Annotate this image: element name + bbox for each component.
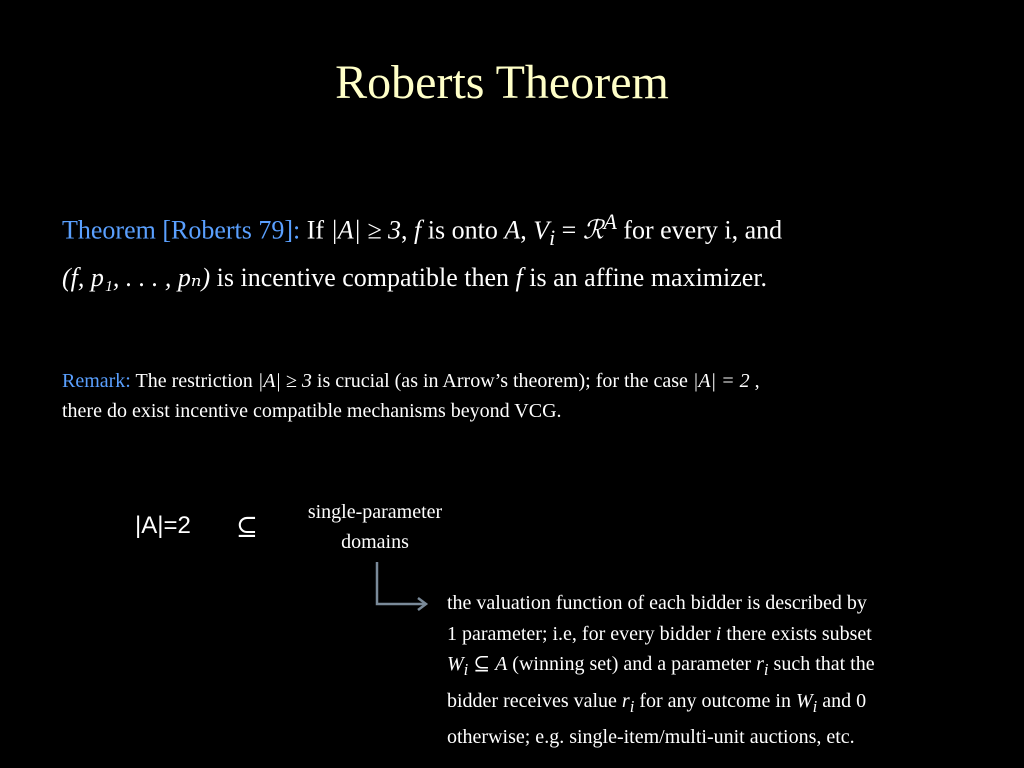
math-V: V (533, 215, 550, 245)
desc-l3sub: ⊆ (468, 653, 496, 675)
math-Vi (533, 215, 556, 250)
subset-symbol: ⊆ (236, 512, 258, 542)
desc-l3Wsub: i (463, 660, 469, 679)
desc-l3r: r (756, 653, 764, 675)
desc-line1: the valuation function of each bidder is described by (447, 592, 867, 614)
theorem-sep1: , (401, 215, 415, 245)
theorem-text-ic: is incentive compatible then (210, 262, 516, 292)
theorem-sep2: , (520, 215, 534, 245)
math-R: ℛ (582, 215, 604, 246)
desc-line3 (447, 649, 1007, 686)
desc-l4r: r (621, 689, 630, 712)
desc-l2a: 1 parameter; i.e, for every bidder (447, 622, 716, 645)
remark-text2: is crucial (as in Arrow’s theorem); for the case (311, 370, 693, 392)
desc-l3W: W (447, 653, 464, 675)
theorem-text-onto: is onto (421, 215, 505, 245)
remark-cond2: |A| = 2 (692, 370, 750, 392)
desc-l4b: for any outcome in (634, 689, 796, 712)
math-eq: = (555, 215, 583, 245)
desc-l3A: A (495, 653, 508, 675)
slide-title: Roberts Theorem (335, 56, 669, 109)
desc-l3b: (winning set) and a parameter (507, 653, 757, 675)
math-Vi-sub: i (549, 225, 556, 250)
desc-l4rsub: i (629, 696, 635, 716)
remark (62, 366, 992, 426)
desc-l3rsub: i (763, 660, 769, 679)
desc-l4c: and 0 (817, 689, 867, 712)
desc-l3c: such that the (768, 653, 875, 675)
desc-l2i: i (715, 622, 722, 645)
elbow-arrow-icon (368, 560, 438, 612)
theorem-statement (62, 202, 992, 298)
remark-text1: The restriction (130, 370, 258, 392)
math-f: f (414, 215, 422, 245)
theorem-label: Theorem [Roberts 79]: (62, 215, 301, 245)
size-two-label: |A|=2 (135, 512, 191, 539)
theorem-text-if: If (300, 215, 331, 245)
desc-line2 (447, 619, 1007, 650)
desc-l4W: W (795, 689, 813, 712)
math-tuple: (f, p₁, . . . , pₙ) (62, 262, 211, 292)
math-R-sup: A (603, 210, 617, 234)
desc-l4Wsub: i (812, 696, 818, 716)
definition-text (447, 588, 1007, 753)
remark-cond1: |A| ≥ 3 (257, 370, 312, 392)
remark-label: Remark: (62, 370, 131, 392)
spd-line2: domains (341, 531, 409, 553)
theorem-text-affine: is an affine maximizer. (522, 262, 768, 292)
math-f2: f (515, 262, 523, 292)
remark-text3: , (749, 370, 760, 392)
math-A: A (504, 215, 521, 245)
desc-l4a: bidder receives value (447, 689, 622, 712)
remark-text4: there do exist incentive compatible mechanisms beyond VCG. (62, 400, 562, 422)
theorem-text-every: for every i, and (616, 215, 783, 245)
desc-l2b: there exists subset (721, 622, 872, 645)
desc-line5: otherwise; e.g. single-item/multi-unit auctions, etc. (447, 726, 855, 748)
desc-line4 (447, 686, 1007, 723)
spd-line1: single-parameter (307, 501, 443, 523)
cond-size-ge-3: |A| ≥ 3 (330, 215, 402, 245)
single-parameter-domains (285, 497, 465, 557)
